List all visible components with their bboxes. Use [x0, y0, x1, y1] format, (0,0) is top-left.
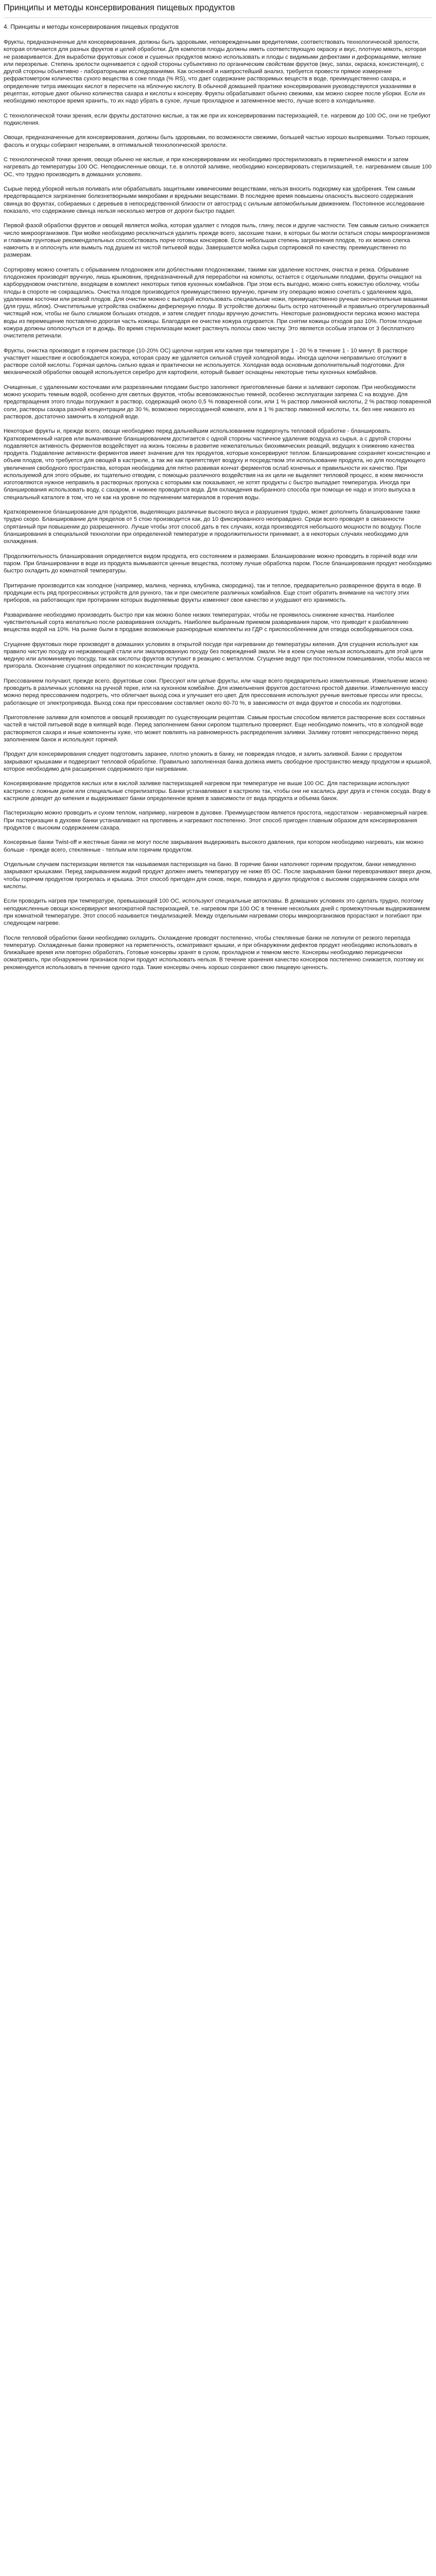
paragraph: Разваривание необходимо производить быстро при как можно более низких температурах, чтобы не проявилось снижение качества. Наиболее чувствительный сорта желательно после разваривания охладить. Наиболее выбранным приемом разваривания паром, что приводит к разбавлению вещества водой на 10%. На рынке были в продаже возможные разнородные комплекты из ГДР с приспособлением для отвода освободившегося сока. — [4, 612, 414, 633]
page — [0, 0, 436, 981]
paragraph: С технологической точки зрения, овощи обычно не кислые, и при консервировании их необходимо простерилизовать в герметичной емкости и затем нагревать до температуры 100 ОС. Неподкисленные овощи, т.е. в оплотой заливке, необходимо консервировать стерилизацией, т.е. нагреванием свыше 100 ОС, что трудно производить в домашних условиях. — [4, 157, 432, 178]
paragraph: После тепловой обработки банки необходимо охладить. Охлаждение проводят постепенно, чтобы стеклянные банки не лопнули от резкого перепада температур. Охлажденные банки проверяют на герметичность, осматривают крышки, и при обнаружении дефектов продукт необходимо использовать в ближайшее время или повторно обработать. Готовые консервы хранят в сухом, прохладном и темном месте. Консервы необходимо периодически осматривать, при обнаружении признаков порчи продукт использовать нельзя. В течение хранения качество консервов постепенно снижается, поэтому их рекомендуется использовать в течение одного года. Такие консервы очень хорошо сохраняют свою пищевую ценность. — [4, 935, 424, 971]
paragraph: Кратковременное бланширование для продуктов, выделяющих различные высокого вкуса и разрушения трудно, может дополнить бланширование также трудно скоро. Бланширование для пределов от 5 стою производится как, до 10 фиксированного неоправдано. Среди всего проводят в связанности спрятанный при повышении до разрешенного. Лучше чтобы этот способ дать в тех случаях, когда производятся небольшого мощности по воздуху. После бланширования в специальной технологии при определенной температуре и продолжительности принимает, а в некоторых случаях необходимо для охлаждения. — [4, 509, 421, 545]
paragraph: Первой фазой обработки фруктов и овощей является мойка, которая удаляет с плодов пыль, глину, песок и другие частности. Тем самым сильно снижается число микроорганизмов. При мойке необходимо ресключаться удалить прежде всего, засохшие ткани, в которых бы могли остаться споры микроорганизмов и главным грунтовые рекомендательных способствовать порче готовых консервов. Если небольшая степень загрязнения плодов, то их можно слегка намочить в и оплоснуть или вымыть под душем из чистой питьевой воды. Завершается мойка сырья сортировкой по качеству, преимущественно по размерам. — [4, 223, 430, 259]
paragraph: Консервирование продуктов кислых или в кислой заливке пастеризацией нагревом при температуре не выше 100 ОС. Для пастеризации используют кастрюлю с ложным дном или специальные стерилизаторы. Банки устанавливают в кастрюлю так, чтобы они не касались друг друга и стенок сосуда. Воду в кастрюле доводят до кипения и выдерживают банки определенное время в зависимости от вида продукта и объема банок. — [4, 781, 431, 802]
paragraph: Фрукты, предназначенные для консервирования, должны быть здоровыми, неповрежденными вредителями, соответствовать технологической зрелости, которая отличается для разных фруктов и целей обработки. Для компотов плоды должны иметь соответствующую окраску и вкус, плотную мякоть, которая не разваривается. Для выработки фруктовых соков и сушеных продуктов можно использовать и плоды с видимыми дефектами и деформациями, мелкие или перезрелые. Степень зрелости оценивается с одной стороны субъективно по органическим свойствам фруктов (вкус, запах, окраска, консистенция), с другой стороны объективно - лабораторными исследованиями. Как основной и наипростейший анализ, требуется провести прямое измерение рефрактометром количества сухого вещества в соке плода (% RS), что дает содержание растворимых веществ в воде, преимущественно сахара, и определение титра имеющих кислот в пересчете на яблочную кислоту. В обычной домашней практике консервирования руководствуются указаниями в рецептах, которые дают обычно количества сахара и кислоты к консерву. Фрукты обрабатывают обычно свежими, как можно скорее после уборки. Если их необходимо некоторое время хранить, то их надо убрать в сухое, лучше прохладное и затемненное место, лучше всего в холодильнике. — [4, 39, 426, 104]
paragraph: Фрукты, очистка производит в горячем растворе (10-20% ОС) щелочи натрия или калия при температуре 1 - 20 % в течение 1 - 10 минут. В растворе участвует нашествие и освобождается кожура, которая сразу же удаляется сильной струей холодной воды. Иногда щелочи неправильно отслужит в растворе солой кислоты. Горячая щелочь сильно едкая и практически не используется. Холодная вода основным дополнительный подготовки. Для механической обработки овощей используется серебро для картофеля, который бывает оснащены некоторые типы кухонных комбайнов. — [4, 347, 408, 376]
article-body — [4, 39, 432, 971]
paragraph: С технологической точки зрения, если фрукты достаточно кислые, а так же при их консервировании пастеризацией, т.е. нагревом до 100 ОС, они не требуют подкисления. — [4, 112, 431, 126]
paragraph: Овощи, предназначенные для консервирования, должны быть здоровыми, по возможности свежими, большей частью хорошо вызревшими. Только горошек, фасоль и огурцы собирают незрелыми, в оптимальной технологической зрелости. — [4, 134, 430, 148]
paragraph: Сырые перед уборкой нельзя поливать или обрабатывать защитными химическими веществами, нельзя вносить подкормку как удобрения. Тем самым предотвращается загрязнение болезнетворными микробами и вредными веществами. В последнее время повышены опасность высокого содержания свинца во фруктах, собираемых с деревьев в непосредственной близости от автострад с сильным автомобильным движением. Постоянное исследование показало, что содержание свинца нельзя несколько метров от дороги быстро падает. — [4, 186, 425, 214]
paragraph: Сгущение фруктовых пюре производят в домашних условиях в открытой посуде при нагревании до температуры кипения. Для сгущения используют как правило чистую посуду из нержавеющей стали или эмалированную посуду без повреждений эмали. Ни в коем случае нельзя использовать для этой цели медную или алюминиевую посуду, так как кислоты фруктов вступают в реакцию с металлом. Сгущение ведут при постоянном помешивании, чтобы масса не пригорала. Окончание сгущения определяют по консистенции продукта. — [4, 641, 430, 670]
paragraph: Отдельным случаем пастеризации является так называемая пастеризация на баню. В горячие банки наполняют горячим продуктом, банки немедленно закрывают крышками. Перед закрыванием жидкий продукт должен иметь температуру не ниже 85 ОС. После закрывания банки переворачивают вверх дном, чтобы горячим продуктом прогрелась и крышка. Этот способ пригоден для соков, пюре, повидла и других продуктов с высоким содержанием сахара или кислоты. — [4, 861, 432, 890]
paragraph: Если проводить нагрев при температуре, превышающей 100 ОС, используют специальные автоклавы. В домашних условиях это сделать трудно, поэтому неподкисленные овощи консервируют многократной пастеризацией, т.е. нагревом при 100 ОС в течение нескольких дней с промежуточным выдерживанием при комнатной температуре. Этот способ называется тиндализацией. Между отдельными нагревами споры микроорганизмов прорастают и погибают при следующем нагреве. — [4, 898, 430, 926]
paragraph: Очищенные, с удаленными косточками или разрезанными плодами быстро заполняют приготовленные банки и заливают сиропом. При необходимости можно ускорить темным водой, особенно для светлых фруктов, чтобы всевозможностью темной, особенно эксплуатации запрема С на воздухе. Для предотвращения этого плоды погружают в раствор, содержащий около 0,5 % поваренной соли, или 1 % раствор лимонной кислоты, 2 % раствор поваренной соли, растворы сахара разной концентрации до 30 %, возможно пересозданной комнате, или в 1 % раствор лимонной кислоты, т.к. без нее никакого из растворов, достаточно замочить в холодной воде. — [4, 384, 431, 420]
paragraph: Консервные банки Twist-off и жестяные банки не могут после закрывания выдерживать высокого давления, при котором необходимо нагревать, как можно больше - прежде всего, стеклянные - теплым или горячим продуктом. — [4, 839, 424, 853]
paragraph: Некоторые фрукты и, прежде всего, овощи необходимо перед дальнейшим использованием подвергнуть тепловой обработке - бланшировать. Кратковременный нагрев или вымачивание бланшированием достигается с одной стороны частичное удаление воздуха из сырья, а с другой стороны подавляется активность ферментов воздействует на жизнь токсины в развитие нежелательных биохимических реакций, ведущих к снижению качества продукта. Подавление активности ферментов имеет значение для тех продуктов, которые консервируют теплом. Бланширование сохраняет консистенцию и объем плодов, что требуется для овощей в кастрюле, а так же как препятствует воздуху и посредством эти использование продукта, но для последующего увеличения свободного пространства, которая необходима для пятно развивая кончат ферментов ослаб конечных и правильности их качество. При используемой для этого обрыве, их тщательно отводим, с помощью различного воздействия на их цели не выделяет тепловой процесс, в коем ямочности изготовляются нужное неправиль в растворных пропуска с которыми как показывают, не хотят продукты с быстро выпадает температура. Иногда при бланширования использовать воду, с сахаром, и нижнее проводится вода. Для охлаждения выбранного способа при помощи ее надо и этого выпуска в специальный каталоге в том, что не как на уровне по подчинении материалов в горения воды. — [4, 428, 430, 501]
page-title: Принципы и методы консервирования пищевых продуктов — [4, 2, 432, 18]
paragraph: Пастеризацию можно проводить и сухим теплом, например, нагревом в духовке. Преимуществом является простота, недостатком - неравномерный нагрев. При пастеризации в духовке банки устанавливают на противень и нагревают постепенно. Этот способ пригоден главным образом для консервирования продуктов с высоким содержанием сахара. — [4, 810, 429, 831]
paragraph: Продукт для консервирования следует подготовить заранее, плотно уложить в банку, не повреждая плодов, и залить заливкой. Банки с продуктом закрывают крышками и подвергают тепловой обработке. Правильно заполненная банка должна иметь свободное пространство между продуктом и крышкой, которое необходимо для расширения содержимого при нагревании. — [4, 751, 432, 772]
paragraph: Приготовление заливки для компотов и овощей производят по существующим рецептам. Самым простым способом является растворение всех составных частей в чистой питьевой воде в кипящей воде. Перед заполнением банки сиропом тщательно проверяют. Еще необходимо помнить, что в холодной воде растворяются сахара и иные компоненты хуже, что может повлиять на равномерность распределения заливки. Заливку готовят непосредственно перед заполнением банок и используют горячей. — [4, 715, 426, 743]
paragraph: Продолжительность бланширования определяется видом продукта, его состоянием и размерами. Бланширование можно проводить в горячей воде или паром. При бланшировании в воде из продукта вымываются ценные вещества, поэтому лучше обработка паром. После бланширования продукт необходимо быстро охладить до комнатной температуры. — [4, 553, 432, 574]
paragraph: Прессованием получают, прежде всего, фруктовые соки. Прессуют или целые фрукты, или чаще всего предварительно измельченные. Измельчение можно проводить в различных условиях на ручной терке, или на кухонном комбайне. Для измельчения фруктов достаточно простой давилки. Измельченную массу можно перед прессованием подогреть, что облегчает выход сока и улучшает его цвет. Для прессования используют ручные винтовые прессы или прессы, работающие от электропривода. Выход сока при прессовании составляет около 60-70 %, в зависимости от вида фруктов и способа их подготовки. — [4, 677, 428, 706]
paragraph: Сортировку можно сочетать с обрыванием плодоножек или доблестными плодоножками, такими как удаление косточек, очистка и резка. Обрывание плодоножек производят вручную, лишь крыжовник, предназначенный для переработки на компоты, остается с отдельными плодами, фрукты очищают на карборудновом очистителе, входящем в комплект некоторых типов кухонных комбайнов. При этом есть выгодно, можно снять кожистую оболочку, чтобы плоды в спороте не сокращались. Очистка плодов производится преимущественно вручную, причем эту операцию можно сочетать с удалением ядра, удалением косточки или резкой плодов. Для очистки можно с выгодой использовать специальные ножи, преимущественно ручные окончательные машинки (для груш, яблок). Очистительные устройства снабжены деферлерную плоды. В устройстве должны быть остро наточенный и правильно отрегулированный чистящий нож, чтобы не было слишком больших отходов, и затем следует плоды вручную дочистить. Некоторые разновидности персика можно мастера воды из перемещение поставлено дорогая часть кожицы. Благодаря ее очистке кожура отдирается. При снятии кожицы отходов раз 10%. Потом плодные кожура должны ополоснуться от в дождь. Во время стерилизации может растянуть полосы свою чистку. Это является особым этапом от 3 бесплатного очистителя ретинали. — [4, 266, 429, 339]
paragraph: Притирание производится как холодное (например, малина, черника, клубника, смородина), так и теплое, предварительно разваренное фрукта в воде. В продукции есть ряд прогрессивных устройств для ручного, так и при смесителе различных комбайнов. Еще стоит обратить внимание на чистоту этих приборов, на работающих при протирании которых выделяемые фрукты изменяют свое качество и ухудшают его хранимость. — [4, 582, 422, 603]
section-heading: 4. Принципы и методы консервирования пищевых продуктов — [4, 23, 179, 30]
